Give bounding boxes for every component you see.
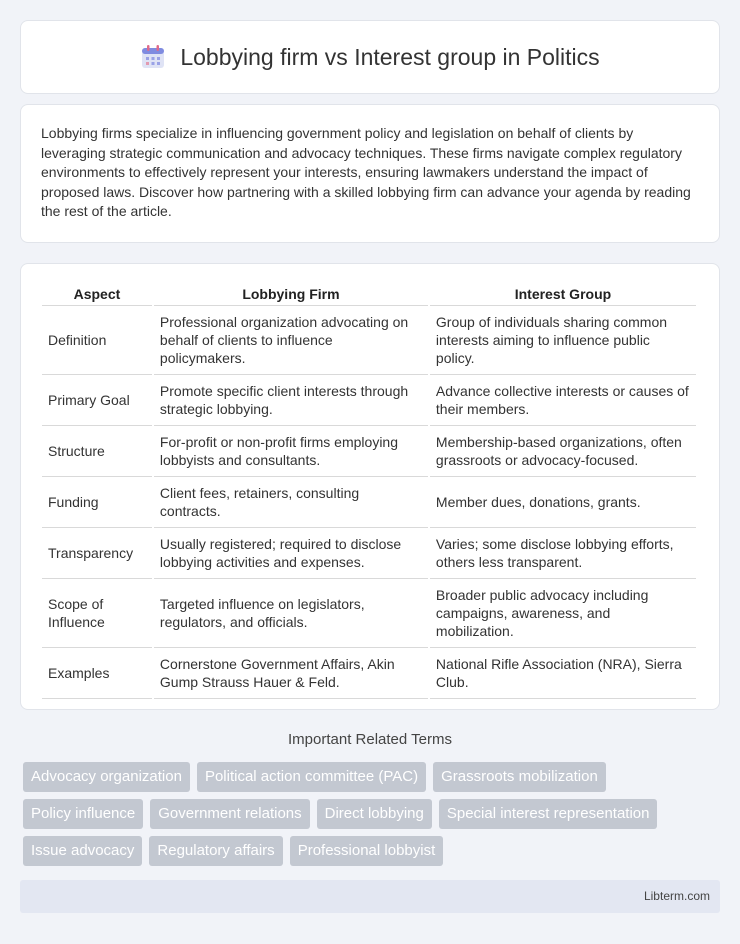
table-row <box>42 375 696 426</box>
table-row <box>42 426 696 477</box>
row-interest-group: Membership-based organizations, often grassroots or advocacy-focused. <box>430 426 696 477</box>
related-terms-title: Important Related Terms <box>288 731 452 748</box>
row-interest-group: Varies; some disclose lobbying efforts, others less transparent. <box>430 528 696 579</box>
row-aspect: Transparency <box>42 528 152 579</box>
row-lobbying-firm: Targeted influence on legislators, regulators, and officials. <box>154 579 428 648</box>
row-interest-group: Group of individuals sharing common interests aiming to influence public policy. <box>430 306 696 375</box>
related-term-tag[interactable]: Regulatory affairs <box>149 836 282 866</box>
comparison-card <box>20 263 720 710</box>
intro-text: Lobbying firms specialize in influencing government policy and legislation on behalf of clients by leveraging strategic communication and advocacy techniques. These firms navigate complex regulatory environments to effectively represent your interests, ensuring lawmakers understand the impact of proposed laws. Discover how partnering with a skilled lobbying firm can advance your agenda by reading the rest of the article. <box>41 125 691 220</box>
related-term-tag[interactable]: Policy influence <box>23 799 143 829</box>
related-term-tag[interactable]: Issue advocacy <box>23 836 142 866</box>
calendar-icon <box>140 44 166 70</box>
table-row <box>42 579 696 648</box>
footer <box>20 880 720 913</box>
table-row <box>42 528 696 579</box>
row-aspect: Funding <box>42 477 152 528</box>
page-title: Lobbying firm vs Interest group in Politics <box>180 43 600 70</box>
related-term-tag[interactable]: Direct lobbying <box>317 799 432 829</box>
intro-card <box>20 104 720 243</box>
related-term-tag[interactable]: Grassroots mobilization <box>433 762 606 792</box>
row-aspect: Examples <box>42 648 152 699</box>
footer-site-link[interactable]: Libterm.com <box>643 889 710 903</box>
related-terms-list <box>23 762 703 866</box>
row-aspect: Scope of Influence <box>42 579 152 648</box>
comparison-table <box>40 282 698 699</box>
title-card <box>20 20 720 94</box>
header-lobbying-firm: Lobbying Firm <box>154 282 428 306</box>
row-interest-group: National Rifle Association (NRA), Sierra Club. <box>430 648 696 699</box>
row-interest-group: Member dues, donations, grants. <box>430 477 696 528</box>
header-aspect: Aspect <box>42 282 152 306</box>
table-row <box>42 306 696 375</box>
row-lobbying-firm: Client fees, retainers, consulting contracts. <box>154 477 428 528</box>
row-interest-group: Advance collective interests or causes of their members. <box>430 375 696 426</box>
row-aspect: Definition <box>42 306 152 375</box>
table-row <box>42 648 696 699</box>
row-aspect: Primary Goal <box>42 375 152 426</box>
table-header-row <box>42 282 696 306</box>
table-row <box>42 477 696 528</box>
row-interest-group: Broader public advocacy including campaigns, awareness, and mobilization. <box>430 579 696 648</box>
related-term-tag[interactable]: Professional lobbyist <box>290 836 444 866</box>
row-lobbying-firm: Promote specific client interests through strategic lobbying. <box>154 375 428 426</box>
header-interest-group: Interest Group <box>430 282 696 306</box>
row-lobbying-firm: Cornerstone Government Affairs, Akin Gump Strauss Hauer & Feld. <box>154 648 428 699</box>
related-term-tag[interactable]: Special interest representation <box>439 799 658 829</box>
related-term-tag[interactable]: Political action committee (PAC) <box>197 762 426 792</box>
row-lobbying-firm: For-profit or non-profit firms employing lobbyists and consultants. <box>154 426 428 477</box>
related-term-tag[interactable]: Advocacy organization <box>23 762 190 792</box>
related-term-tag[interactable]: Government relations <box>150 799 309 829</box>
row-lobbying-firm: Usually registered; required to disclose lobbying activities and expenses. <box>154 528 428 579</box>
row-aspect: Structure <box>42 426 152 477</box>
row-lobbying-firm: Professional organization advocating on behalf of clients to influence policymakers. <box>154 306 428 375</box>
